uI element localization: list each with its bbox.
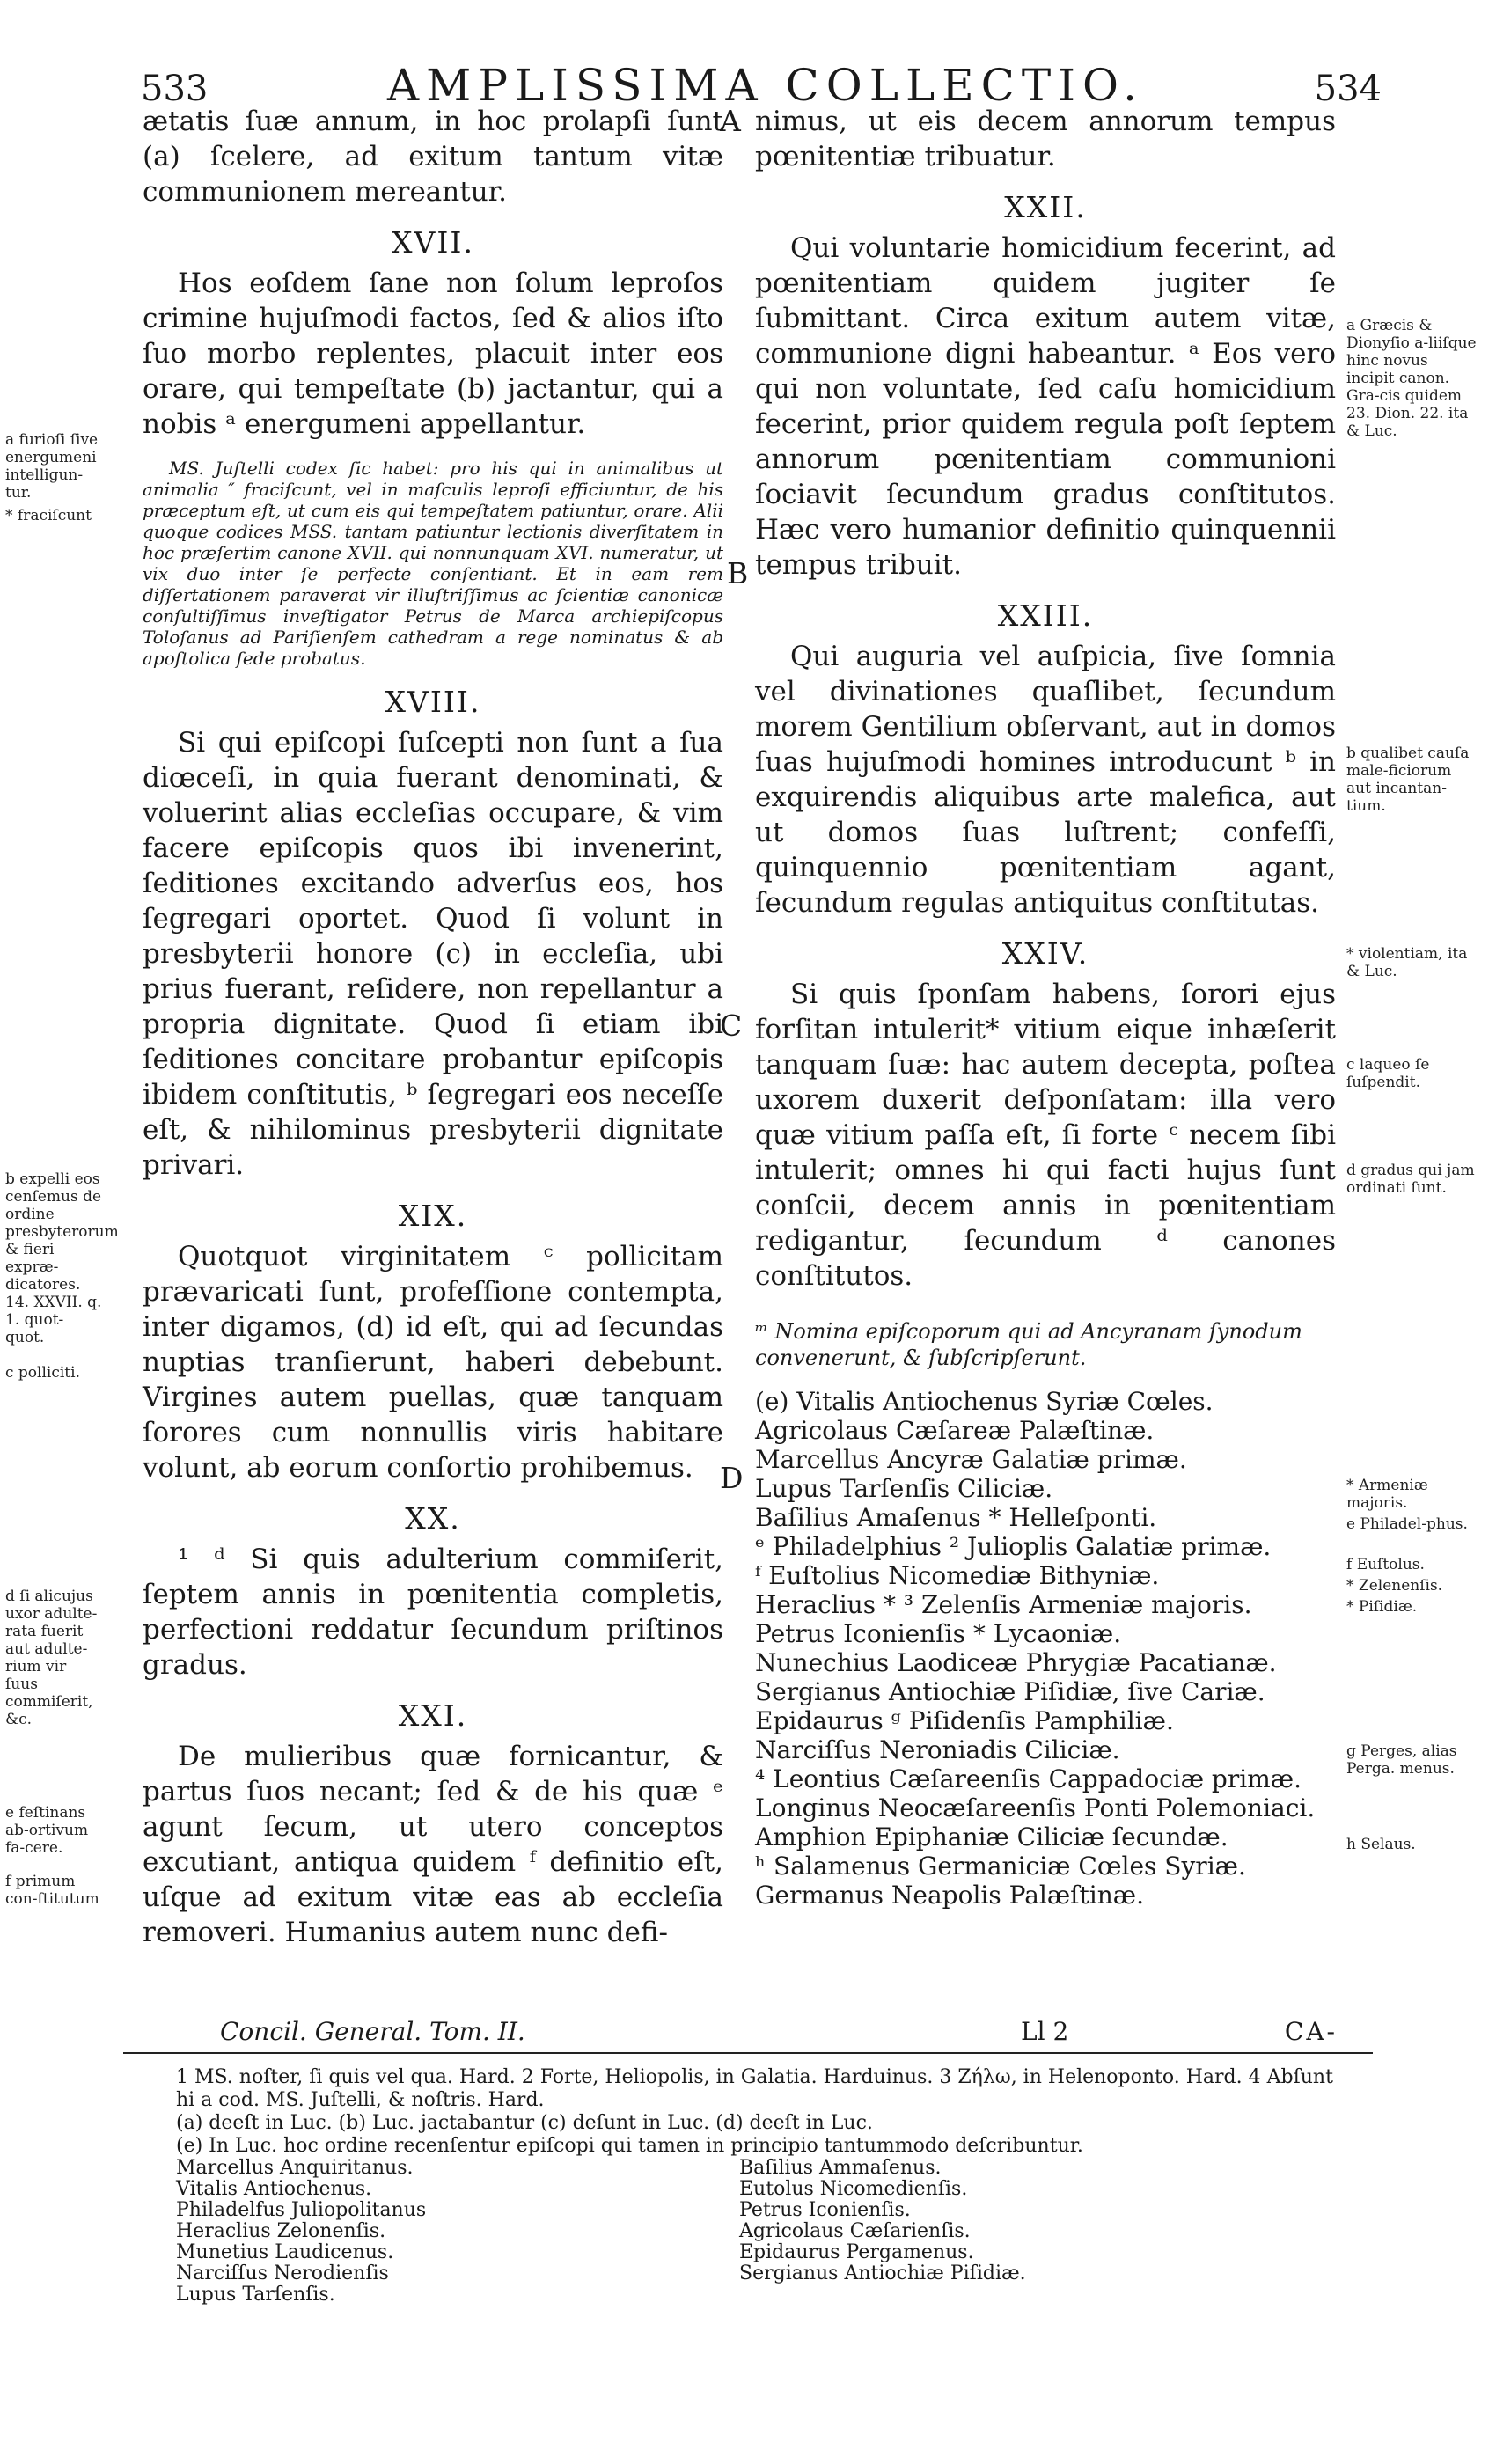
footnote-divider [123, 2052, 1373, 2054]
footnotes [176, 2066, 1355, 2158]
bishop-entry: (e) Vitalis Antiochenus Syriæ Cœles. [755, 1387, 1214, 1416]
commentary-note: MS. Juſtelli codex ſic habet: pro his qui in animalibus ut animalia ″ fraciſcunt, vel in maſculis leproſi efficiuntur, de his præceptum eſt, ut cum eis qui tempeſtatem patiuntur, orare. Alii quoque codices MSS. tantam patiuntur lectionis diverſitatem in hoc præſertim canone XVII. qui nonnunquam XVI. numeratur, ut vix duo inter ſe perfecte conſentiant. Et in eam rem diſſertationem paraverat vir illuſtriſſimus ac ſcientiæ canonicæ conſultiſſimus inveſtigator Petrus de Marca archiepiſcopus Toloſanus ad Pariſienſem cathedram a rege nominatus & ab apoſtolica ſede probatus. [143, 458, 723, 669]
footnote-list-left [176, 2158, 704, 2306]
left-margin-note: f primum con-ſtitutum [5, 1873, 99, 1908]
bishop-entry: Narciſſus Neroniadis Ciliciæ. [755, 1735, 1120, 1764]
footnote-list-item: Heraclius Zelonenſis. [176, 2220, 386, 2242]
right-margin-note: c laqueo ſe ſuſpendit. [1346, 1056, 1430, 1091]
right-margin-note: * violentiam, ita & Luc. [1346, 945, 1468, 980]
canon-paragraph: ætatis ſuæ annum, in hoc prolapſi ſunt (a) ſcelere, ad exitum tantum vitæ communionem mereantur. [143, 106, 723, 208]
footnote-line: (e) In Luc. hoc ordine recenſentur epiſcopi qui tamen in principio tantummodo deſcribuntur. [176, 2135, 1083, 2157]
bishop-entry: Nunechius Laodiceæ Phrygiæ Pacatianæ. [755, 1648, 1277, 1677]
left-margin-note: e feſtinans ab-ortivum fa-cere. [5, 1804, 89, 1857]
section-letter-b: B [727, 556, 749, 590]
right-margin-note: d gradus qui jam ordinati ſunt. [1346, 1162, 1475, 1197]
canon-number: XXIV. [1001, 936, 1089, 971]
bishops-list [755, 1387, 1336, 1910]
right-margin-note: a Græcis & Dionyſio a-liiſque hinc novus incipit canon. Gra-cis quidem 23. Dion. 22. ita & Luc. [1346, 317, 1477, 440]
footer-source: Concil. General. Tom. II. [220, 2017, 525, 2046]
section-letter-d: D [720, 1461, 744, 1495]
footnote-list-item: Baſilius Ammaſenus. [739, 2157, 942, 2179]
left-margin-note: d ſi alicujus uxor adulte-rata fuerit aut adulte-rium vir ſuus commiſerit, &c. [5, 1588, 98, 1728]
section-letter-c: C [720, 1008, 743, 1043]
canon-paragraph: Quotquot virginitatem ᶜ pollicitam prævaricati ſunt, profeſſione contempta, inter digamos, (d) id eſt, qui ad ſecundas nuptias tranſierunt, haberi debebunt. Virgines autem puellas, quæ tanquam ſorores cum nonnullis viris habitare volunt, ab eorum conſortio prohibemus. [143, 1241, 723, 1484]
bishop-entry: Germanus Neapolis Palæſtinæ. [755, 1881, 1144, 1910]
right-margin-note: * Armeniæ majoris. [1346, 1477, 1428, 1512]
canon-paragraph: Qui voluntarie homicidium fecerint, ad pœnitentiam quidem jugiter ſe ſubmittant. Circa exitum autem vitæ, communione digni habeantur. ᵃ Eos vero qui non voluntate, ſed caſu homicidium fecerint, prior quidem regula poſt ſeptem annorum pœnitentiam communioni ſociavit ſecundum gradus conſtitutos. Hæc vero humanior definitio quinquennii tempus tribuit. [755, 232, 1336, 581]
footnote-list-item: Marcellus Anquiritanus. [176, 2157, 414, 2179]
footnote-list-item: Petrus Iconienſis. [739, 2199, 911, 2221]
footnote-line: (a) deeſt in Luc. (b) Luc. jactabantur (c) deſunt in Luc. (d) deeſt in Luc. [176, 2112, 873, 2134]
canon-number: XX. [405, 1501, 461, 1536]
footer-catchword: CA- [1284, 2017, 1338, 2046]
footnote-list-item: Vitalis Antiochenus. [176, 2178, 372, 2200]
bishop-entry: ⁴ Leontius Cæſareenſis Cappadociæ primæ. [755, 1764, 1302, 1793]
left-margin-note: * fraciſcunt [5, 507, 92, 524]
canon-paragraph: De mulieribus quæ fornicantur, & partus ſuos necant; ſed & de his quæ ᵉ agunt ſecum, ut utero conceptos excutiant, antiqua quidem ᶠ definitio eſt, uſque ad exitum vitæ eas ab eccleſia removeri. Humanius autem nunc defi- [143, 1741, 723, 1948]
footnote-list-item: Lupus Tarſenſis. [176, 2284, 335, 2306]
canon-number: XVII. [392, 225, 474, 260]
left-margin-note: c polliciti. [5, 1364, 80, 1382]
section-letter-a: A [720, 104, 741, 138]
left-margin-note: a furioſi ſive energumeni intelligun-tur. [5, 431, 99, 502]
left-text-column [143, 104, 723, 1957]
bishop-entry: Petrus Iconienſis * Lycaoniæ. [755, 1619, 1122, 1648]
right-margin-note: g Perges, alias Perga. menus. [1346, 1742, 1457, 1778]
canon-paragraph: ¹ ᵈ Si quis adulterium commiſerit, ſeptem annis in pœnitentia completis, perfectioni reddatur ſecundum priſtinos gradus. [143, 1544, 723, 1681]
right-column-body [755, 104, 1336, 1294]
canon-paragraph: Si quis ſponſam habens, ſorori ejus forſitan intulerit* vitium eique inhæſerit tanquam ſuæ: hac autem decepta, poſtea uxorem duxerit deſponſatam: illa vero quæ vitium paſſa eſt, ſi forte ᶜ necem ſibi intulerit; omnes hi qui facti hujus ſunt conſcii, decem annis in pœnitentiam redigantur, ſecundum ᵈ canones conſtitutos. [755, 979, 1336, 1292]
footnote-list-item: Sergianus Antiochiæ Piſidiæ. [739, 2262, 1026, 2284]
canon-number: XXII. [1004, 190, 1087, 224]
canon-number: XVIII. [385, 685, 481, 719]
bishop-entry: Agricolaus Cæſareæ Palæſtinæ. [755, 1416, 1155, 1445]
bishops-list-title: ᵐ Nomina epiſcoporum qui ad Ancyranam ſynodum convenerunt, & ſubſcripſerunt. [755, 1319, 1302, 1370]
canon-paragraph: Qui auguria vel auſpicia, ſive ſomnia vel divinationes quaſlibet, ſecundum morem Gentilium obſervant, aut in domos ſuas hujuſmodi homines introducunt ᵇ in exquirendis aliquibus arte malefica, aut ut domos ſuas luſtrent; confeſſi, quinquennio pœnitentiam agant, ſecundum regulas antiquitus conſtitutas. [755, 641, 1336, 919]
left-margin-note: b expelli eos cenſemus de ordine presbyterorum & fieri expræ-dicatores. 14. XXVII. q. 1. quot-quot. [5, 1170, 119, 1346]
footnote-list-item: Philadelfus Juliopolitanus [176, 2199, 427, 2221]
bishop-entry: Baſilius Amaſenus * Helleſponti. [755, 1503, 1157, 1532]
canon-number: XXI. [398, 1698, 468, 1733]
bishop-entry: Amphion Epiphaniæ Ciliciæ ſecundæ. [755, 1822, 1228, 1852]
footnote-list-item: Agricolaus Cæſarienſis. [739, 2220, 971, 2242]
bishop-entry: ᵉ Philadelphius ² Julioplis Galatiæ primæ. [755, 1532, 1272, 1561]
canon-number: XIX. [398, 1199, 468, 1233]
footnote-list-item: Narciſſus Nerodienſis [176, 2262, 389, 2284]
bishop-entry: Heraclius * ³ Zelenſis Armeniæ majoris. [755, 1590, 1252, 1619]
bishop-entry: Lupus Tarſenſis Ciliciæ. [755, 1474, 1053, 1503]
footnote-list-item: Munetius Laudicenus. [176, 2241, 394, 2263]
right-margin-note: * Zelenenſis. [1346, 1577, 1443, 1595]
footnote-list-item: Eutolus Nicomedienſis. [739, 2178, 968, 2200]
bishop-entry: ʰ Salamenus Germaniciæ Cœles Syriæ. [755, 1852, 1246, 1881]
footnote-line: 1 MS. noſter, ſi quis vel qua. Hard. 2 Forte, Heliopolis, in Galatia. Harduinus. 3 Ζήλω, in Helenoponto. Hard. 4 Abſunt hi a cod. MS. Juſtelli, & noſtris. Hard. [176, 2066, 1333, 2111]
canon-paragraph: Hos eoſdem ſane non ſolum leproſos crimine hujuſmodi factos, ſed & alios iſto ſuo morbo replentes, placuit inter eos orare, qui tempeſtate (b) jactantur, qui a nobis ᵃ energumeni appellantur. [143, 268, 723, 440]
right-margin-note: f Euſtolus. [1346, 1556, 1425, 1573]
page-number-right: 534 [1314, 69, 1382, 109]
page-title: AMPLISSIMA COLLECTIO. [387, 60, 1144, 111]
canon-number: XXIII. [997, 598, 1094, 633]
right-margin-note: * Piſidiæ. [1346, 1598, 1418, 1616]
bishop-entry: Marcellus Ancyræ Galatiæ primæ. [755, 1445, 1187, 1474]
right-margin-note: h Selaus. [1346, 1836, 1416, 1853]
canon-paragraph: Si qui epiſcopi ſuſcepti non ſunt a ſua diœceſi, in quia fuerant denominati, & voluerint alias eccleſias occupare, & vim facere epiſcopis quos ibi invenerint, ſeditiones excitando adverſus eos, hos ſegregari oportet. Quod ſi volunt in presbyterii honore (c) in eccleſia, ubi prius fuerant, reſidere, non repellantur a propria dignitate. Quod ſi etiam ibi ſeditiones concitare probantur epiſcopis ibidem conſtitutis, ᵇ ſegregari eos neceſſe eſt, & nihilominus presbyterii dignitate privari. [143, 727, 723, 1181]
bishop-entry: Sergianus Antiochiæ Piſidiæ, ſive Cariæ. [755, 1677, 1265, 1706]
right-margin-note: b qualibet cauſa male-ficiorum aut incantan-tium. [1346, 744, 1470, 815]
bishop-entry: Longinus Neocæſareenſis Ponti Polemoniaci. [755, 1793, 1316, 1822]
footnote-list-right [739, 2158, 1267, 2284]
bishop-entry: ᶠ Euſtolius Nicomediæ Bithyniæ. [755, 1561, 1160, 1590]
right-text-column [755, 104, 1336, 1910]
footnote-list-item: Epidaurus Pergamenus. [739, 2241, 974, 2263]
right-margin-note: e Philadel-phus. [1346, 1515, 1468, 1533]
page-number-left: 533 [141, 69, 209, 109]
canon-paragraph: nimus, ut eis decem annorum tempus pœnitentiæ tribuatur. [755, 106, 1336, 172]
bishop-entry: Epidaurus ᵍ Piſidenſis Pamphiliæ. [755, 1706, 1174, 1735]
footer-signature: Ll 2 [1021, 2017, 1069, 2046]
